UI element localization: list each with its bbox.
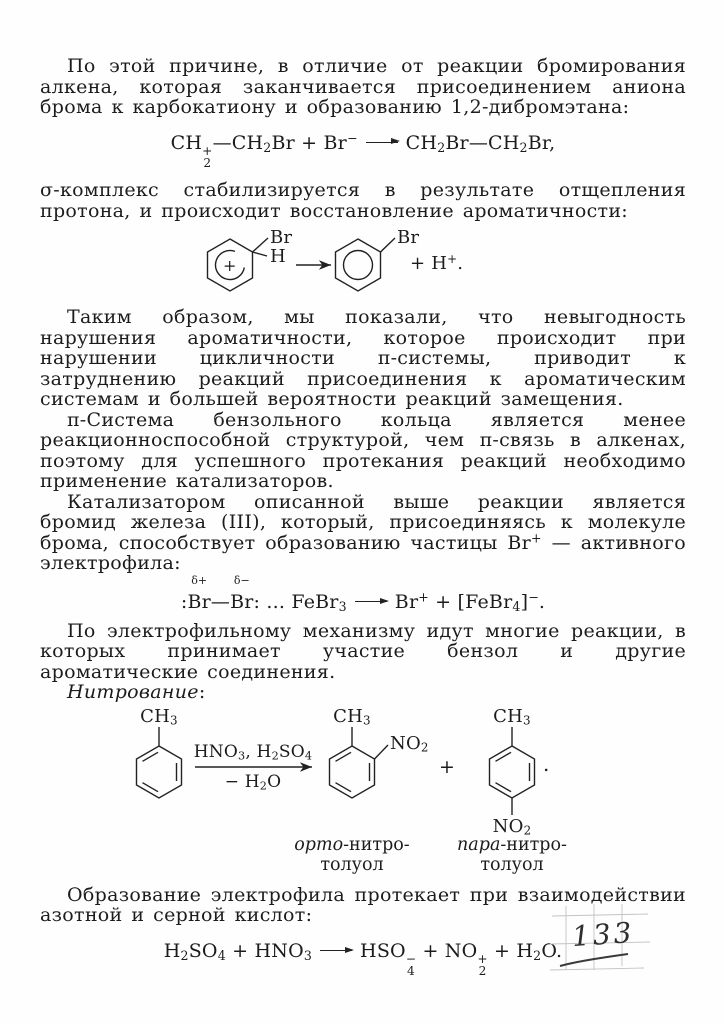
toluene-ring [137, 727, 182, 798]
paragraph-pi-system: π-Система бензольного кольца является менее реакционноспособной структурой, чем π-связь в алкенах, поэтому для успешного протекания реакций необходимо применение катализаторов. [40, 408, 686, 493]
equation-electrophile-formation: : δ+ Br— δ− Br: ... FeBr$_3$ Br+ + [FeBr$_4$]−. [180, 573, 546, 614]
ortho-ch3-label: $CH_3$ [333, 705, 371, 728]
scheme-period: . [543, 751, 550, 776]
bromobenzene-br-label: Br [397, 227, 420, 249]
para-product-name-line1: пара-нитро- [457, 834, 567, 855]
paragraph-bromination-reason: По этой причине, в отличие от реакции бромирования алкена, которая заканчивается присоединением аниона брома к карбокатиону и образованию 1,2-дибромэтана: [40, 55, 686, 118]
para-product-name-line2: толуол [480, 854, 544, 875]
sigma-complex-ring [208, 238, 269, 291]
nitration-conditions-above: $HNO_3$, $H_2SO_4$ [193, 741, 313, 763]
equation-nitronium-formation: $H_2SO_4 + HNO_3$ HSO − 4 + NO + 2 + $H_2O$. [163, 939, 563, 979]
paragraph-electrophilic-mechanism: По электрофильному механизму идут многие реакции, в которых принимает участие бензол и другие ароматические соединения. [40, 619, 686, 683]
equation-dibromoethane: CH + 2 $—CH_2Br + Br^-$ $CH_2Br—CH_2Br$, [170, 130, 556, 170]
para-ch3-label: $CH_3$ [493, 705, 531, 728]
plus-sign: + [439, 755, 456, 778]
bromobenzene-ring [336, 238, 396, 291]
paragraph-sigma-complex: σ-комплекс стабилизируется в результате отщепления протона, и происходит восстановление ароматичности: [40, 179, 686, 222]
sigma-complex-h-label: H [270, 246, 286, 268]
ortho-product-name-line1: орто-нитро- [294, 834, 410, 855]
plus-h-plus-label: + H+. [410, 252, 464, 275]
sigma-complex-br-label: Br [270, 227, 293, 249]
ortho-no2-label: $NO_2$ [390, 732, 429, 755]
page-number-block [548, 904, 678, 986]
paragraph-substitution-preference: Таким образом, мы показали, что невыгодность нарушения ароматичности, которое происходит при нарушении цикличности π-системы, приводит к затруднению реакций присоединения к ароматическим системам и большей вероятности реакций замещения. [40, 306, 686, 411]
paragraph-catalyst: Катализатором описанной выше реакции является бромид железа (III), который, присоединяясь к молекуле брома, способствует образованию частицы Br+ — активного электрофила: [40, 490, 686, 575]
ortho-product-name-line2: толуол [320, 854, 384, 875]
ortho-nitrotoluene-ring [330, 727, 389, 798]
para-no2-label: $NO_2$ [492, 815, 532, 838]
nitration-conditions-below: − $H_2O$ [224, 771, 282, 793]
scheme-aromatization [198, 227, 498, 303]
handwritten-page-number: 133 [570, 915, 636, 954]
paragraph-electrophile-acids: Образование электрофила протекает при взаимодействии азотной и серной кислот: [40, 883, 686, 927]
para-nitrotoluene-ring [490, 727, 535, 815]
sigma-complex-plus-charge: + [223, 256, 237, 276]
toluene-ch3-label: $CH_3$ [140, 705, 178, 728]
page-content [40, 56, 686, 978]
heading-nitration: Нитрование: [67, 681, 206, 704]
scheme-nitration [115, 707, 655, 877]
